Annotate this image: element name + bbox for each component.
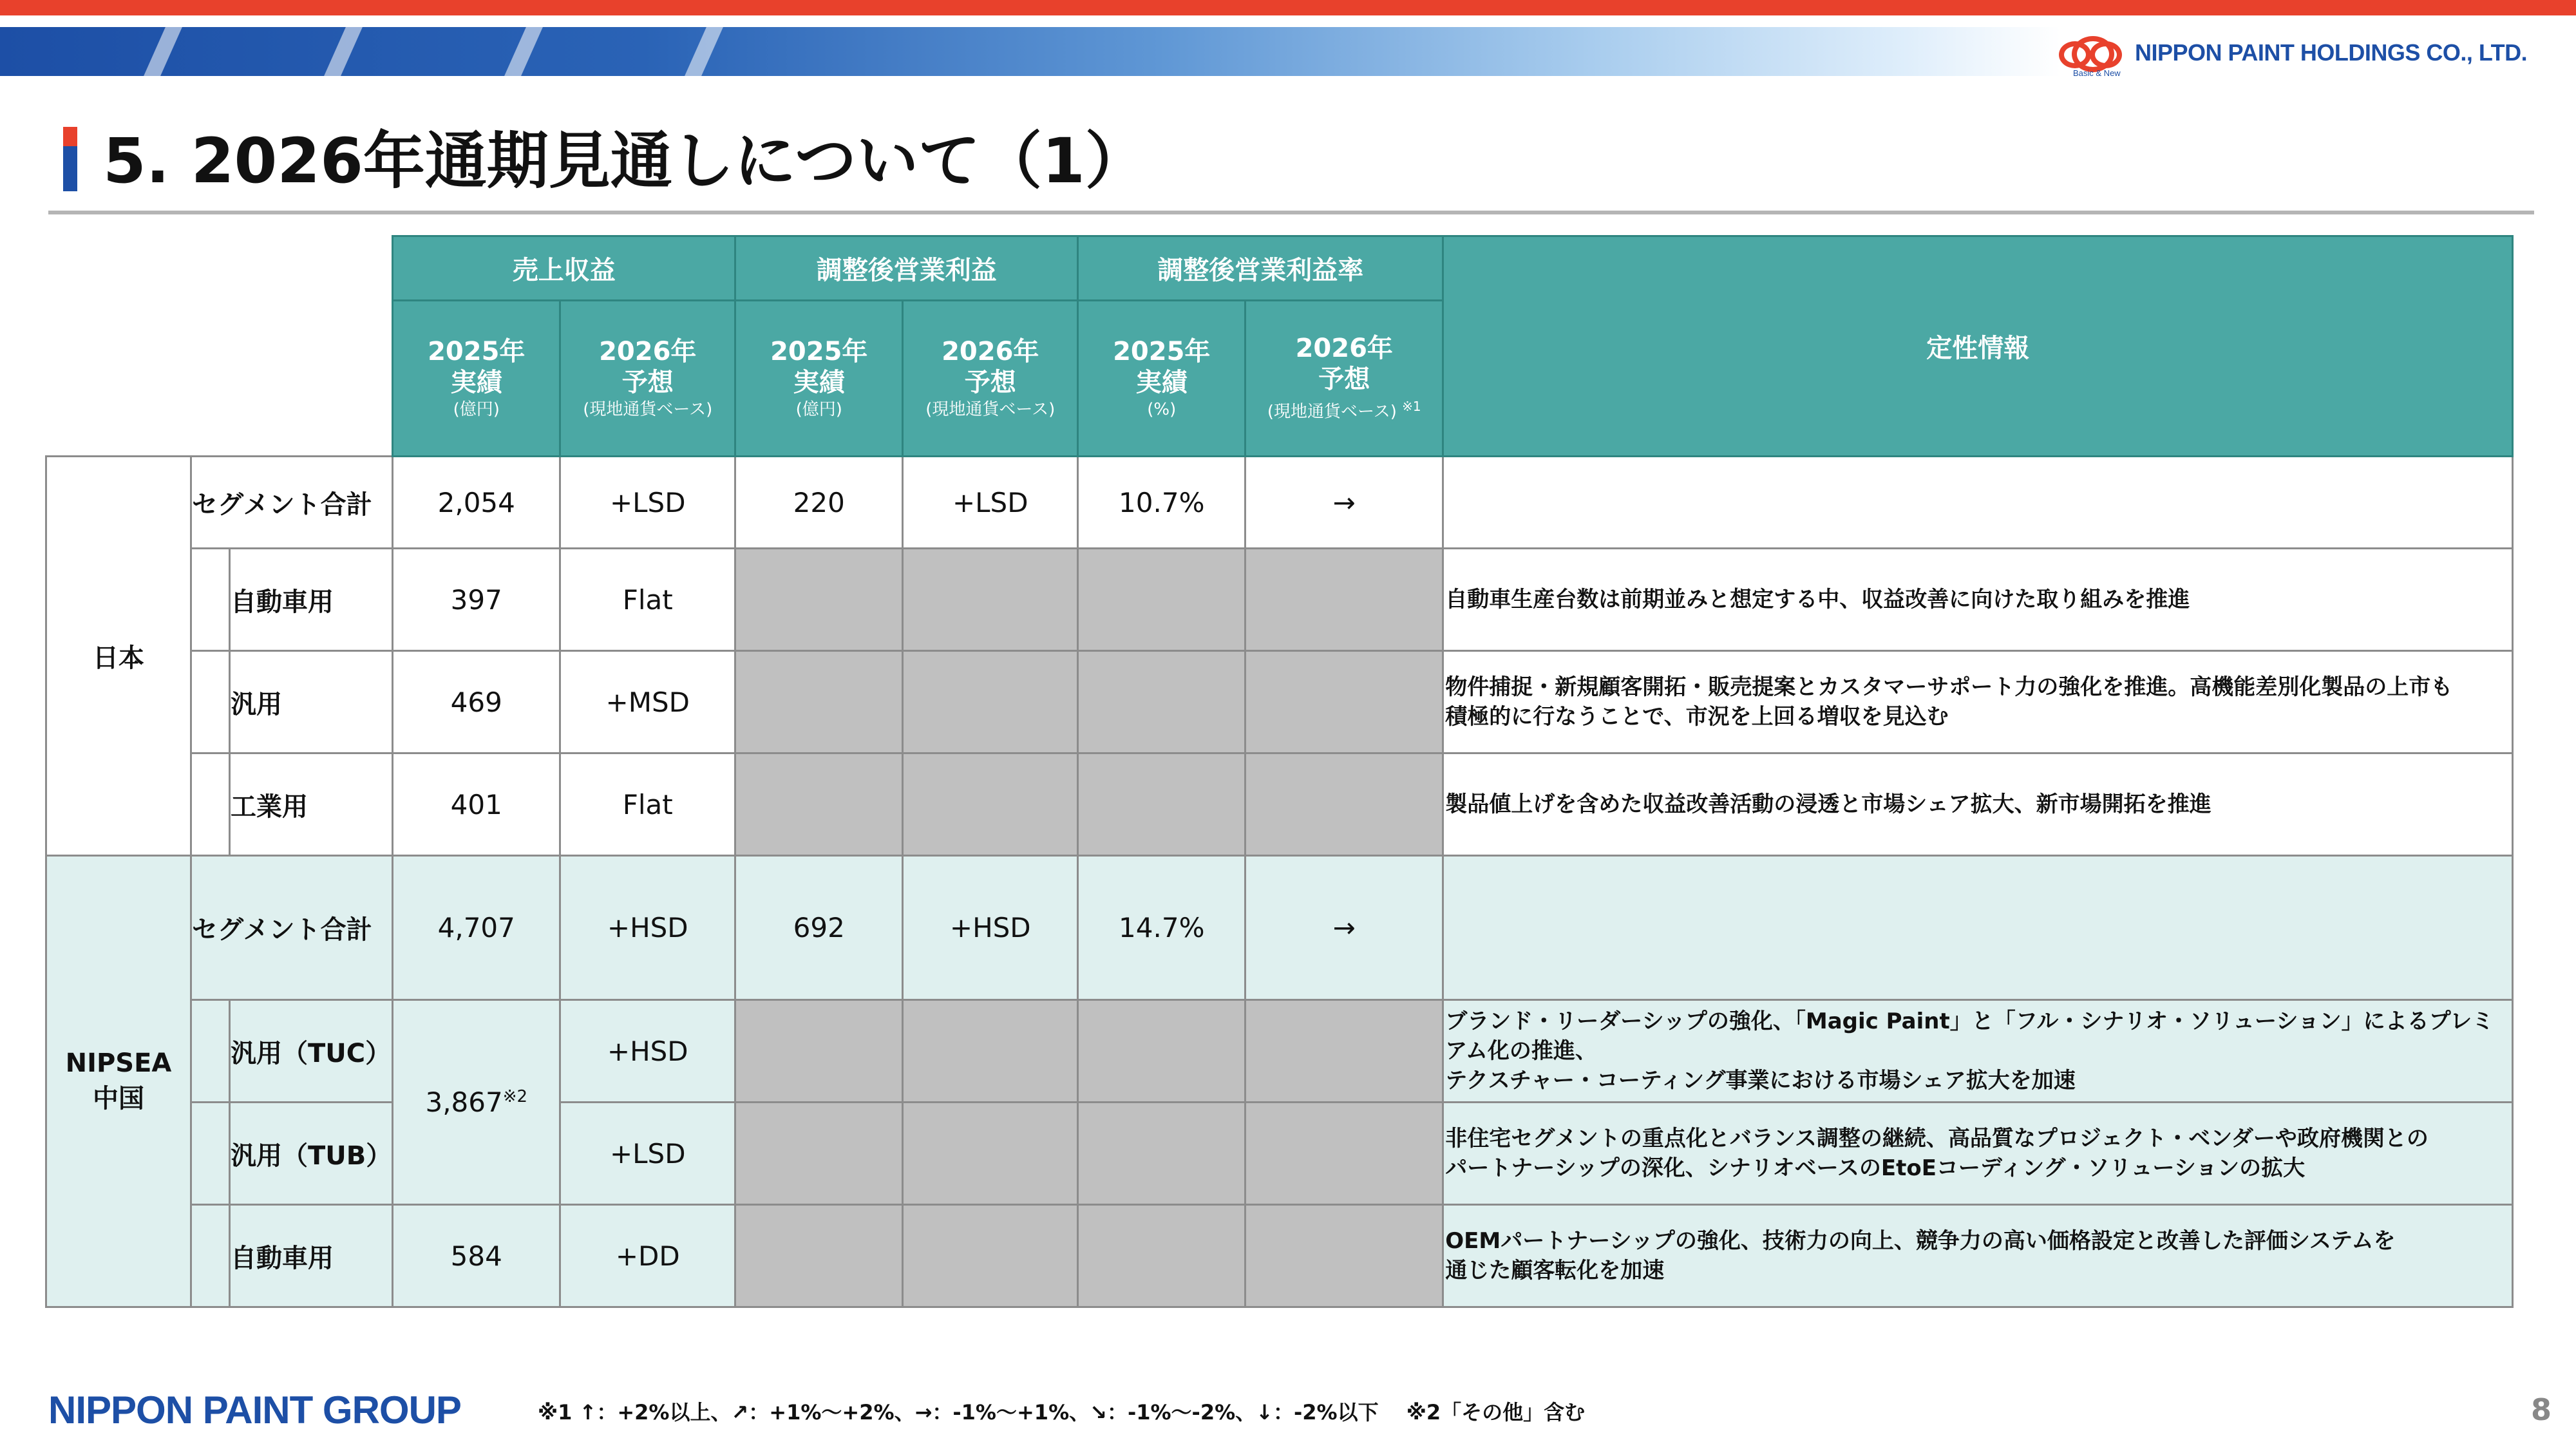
cell-na <box>1245 1103 1443 1205</box>
cell-qualitative <box>1443 856 2513 1000</box>
cell-na <box>1245 753 1443 856</box>
cell-na <box>903 1103 1078 1205</box>
segment-total-label: セグメント合計 <box>191 856 393 1000</box>
cell-na <box>1078 1103 1245 1205</box>
cell-sales-2025: 2,054 <box>393 457 560 549</box>
header-sales: 売上収益 <box>393 236 735 301</box>
cell-op-2025: 220 <box>735 457 903 549</box>
cell-na <box>1245 1205 1443 1307</box>
cell-sales-2025-combined: 3,867$^{※2}$ <box>393 1000 560 1205</box>
cell-op-2026: +HSD <box>903 856 1078 1000</box>
header-row-groups <box>46 236 2513 301</box>
cell-sales-2026: +HSD <box>560 1000 735 1103</box>
segment-label: 自動車用 <box>230 549 393 651</box>
cell-qualitative <box>1443 457 2513 549</box>
table-row-japan-total <box>46 457 2513 549</box>
indent-cell <box>191 1103 230 1205</box>
table-row-japan-auto <box>46 549 2513 651</box>
cell-na <box>903 753 1078 856</box>
cell-na <box>903 1205 1078 1307</box>
header-op-2026: 2026年 予想 (現地通貨ベース) <box>903 301 1078 457</box>
indent-cell <box>191 1205 230 1307</box>
cell-sales-2025: 584 <box>393 1205 560 1307</box>
table-row-japan-general <box>46 651 2513 753</box>
header-margin-2026: 2026年 予想 (現地通貨ベース) $^{※1}$ <box>1245 301 1443 457</box>
cell-na <box>1078 753 1245 856</box>
region-nipsea-china: NIPSEA 中国 <box>46 856 191 1307</box>
cell-na <box>735 651 903 753</box>
header-qualitative: 定性情報 <box>1443 236 2513 457</box>
cell-margin-2025: 10.7% <box>1078 457 1245 549</box>
cell-na <box>903 549 1078 651</box>
segment-label: 工業用 <box>230 753 393 856</box>
cell-sales-2026: Flat <box>560 753 735 856</box>
cell-op-2026: +LSD <box>903 457 1078 549</box>
cell-qualitative: 自動車生産台数は前期並みと想定する中、収益改善に向けた取り組みを推進 <box>1443 549 2513 651</box>
table-row-nipsea-tuc <box>46 1000 2513 1103</box>
cell-na <box>735 753 903 856</box>
cell-sales-2025: 469 <box>393 651 560 753</box>
group-logo: NIPPON PAINT GROUP <box>48 1388 461 1432</box>
cell-qualitative: OEMパートナーシップの強化、技術力の向上、競争力の高い価格設定と改善した評価システムを 通じた顧客転化を加速 <box>1443 1205 2513 1307</box>
cell-na <box>735 1205 903 1307</box>
cell-sales-2025: 4,707 <box>393 856 560 1000</box>
cell-na <box>735 1103 903 1205</box>
indent-cell <box>191 753 230 856</box>
cell-na <box>1078 651 1245 753</box>
cell-na <box>1245 549 1443 651</box>
cell-na <box>1245 1000 1443 1103</box>
cell-sales-2026: +HSD <box>560 856 735 1000</box>
cell-na <box>1078 1205 1245 1307</box>
company-name: NIPPON PAINT HOLDINGS CO., LTD. <box>2135 39 2528 66</box>
cell-na <box>735 549 903 651</box>
header-margin-2025: 2025年 実績 (%) <box>1078 301 1245 457</box>
page-number: 8 <box>2531 1392 2552 1427</box>
region-japan: 日本 <box>46 457 191 856</box>
company-logo <box>2058 32 2527 79</box>
table-row-japan-industrial <box>46 753 2513 856</box>
segment-label: 汎用 <box>230 651 393 753</box>
corner-blank <box>46 301 393 457</box>
cell-qualitative: 非住宅セグメントの重点化とバランス調整の継続、高品質なプロジェクト・ベンダーや政府機関との パートナーシップの深化、シナリオベースのEtoEコーディング・ソリューションの拡大 <box>1443 1103 2513 1205</box>
cell-sales-2026: Flat <box>560 549 735 651</box>
table-row-nipsea-total <box>46 856 2513 1000</box>
indent-cell <box>191 1000 230 1103</box>
cell-sales-2026: +LSD <box>560 1103 735 1205</box>
header-operating-profit: 調整後営業利益 <box>735 236 1078 301</box>
cell-sales-2025: 397 <box>393 549 560 651</box>
title-divider <box>48 211 2534 214</box>
table-row-nipsea-auto <box>46 1205 2513 1307</box>
title-accent-bar <box>63 127 77 191</box>
cell-na <box>735 1000 903 1103</box>
segment-total-label: セグメント合計 <box>191 457 393 549</box>
cell-na <box>1078 1000 1245 1103</box>
cell-na <box>903 651 1078 753</box>
header-op-2025: 2025年 実績 (億円) <box>735 301 903 457</box>
indent-cell <box>191 549 230 651</box>
footnote: ※1 ↑：+2%以上、↗：+1%～+2%、→：-1%～+1%、↘：-1%～-2%、↓：-2%以下 ※2「その他」含む <box>538 1400 1586 1425</box>
cell-margin-2026-arrow: → <box>1245 856 1443 1000</box>
cell-margin-2025: 14.7% <box>1078 856 1245 1000</box>
page-title: 5. 2026年通期見通しについて（1） <box>103 125 1147 197</box>
header-margin: 調整後営業利益率 <box>1078 236 1443 301</box>
cell-na <box>903 1000 1078 1103</box>
cell-na <box>1245 651 1443 753</box>
company-logo-mark <box>2058 32 2135 79</box>
cell-qualitative: 製品値上げを含めた収益改善活動の浸透と市場シェア拡大、新市場開拓を推進 <box>1443 753 2513 856</box>
top-red-band <box>0 0 2576 15</box>
cell-sales-2026: +LSD <box>560 457 735 549</box>
cell-na <box>1078 549 1245 651</box>
cell-sales-2025: 401 <box>393 753 560 856</box>
cell-sales-2026: +DD <box>560 1205 735 1307</box>
segment-label: 汎用（TUB） <box>230 1103 393 1205</box>
forecast-table <box>45 235 2514 1308</box>
segment-label: 汎用（TUC） <box>230 1000 393 1103</box>
segment-label: 自動車用 <box>230 1205 393 1307</box>
cell-qualitative: 物件捕捉・新規顧客開拓・販売提案とカスタマーサポート力の強化を推進。高機能差別化製品の上市も 積極的に行なうことで、市況を上回る増収を見込む <box>1443 651 2513 753</box>
header-sales-2026: 2026年 予想 (現地通貨ベース) <box>560 301 735 457</box>
indent-cell <box>191 651 230 753</box>
header-sales-2025: 2025年 実績 (億円) <box>393 301 560 457</box>
cell-margin-2026-arrow: → <box>1245 457 1443 549</box>
company-tagline: Basic & New <box>2073 68 2121 78</box>
cell-sales-2026: +MSD <box>560 651 735 753</box>
cell-op-2025: 692 <box>735 856 903 1000</box>
unit-corner <box>46 236 393 301</box>
cell-qualitative: ブランド・リーダーシップの強化、「Magic Paint」と「フル・シナリオ・ソリューション」によるプレミアム化の推進、 テクスチャー・コーティング事業における市場シェア拡大を加速 <box>1443 1000 2513 1103</box>
